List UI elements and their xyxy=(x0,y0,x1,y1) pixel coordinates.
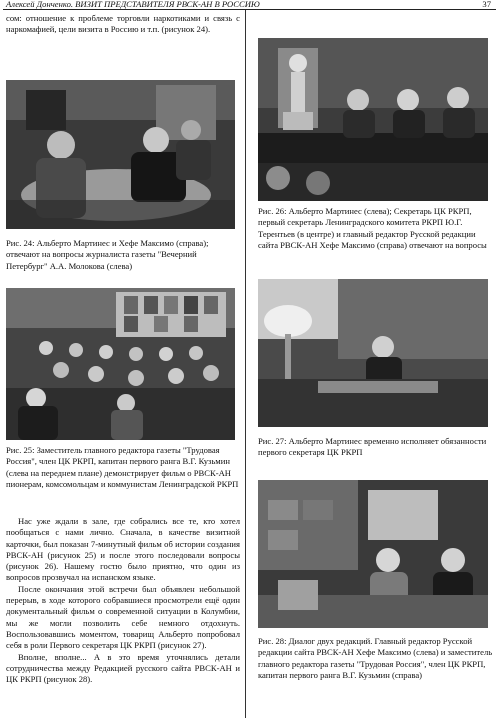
caption-fig28: Рис. 28: Диалог двух редакций. Главный редактор Русской редакции сайта РВСК-АН Хефе Максимо (слева) и заместитель главного редактора газеты "Трудовая Россия", член ЦК РКРП, капитан первого ранга В.Г. Кузьмин (справа) xyxy=(258,636,493,680)
caption-fig26: Рис. 26: Альберто Мартинес (слева); Секретарь ЦК РКРП, первый секретарь Ленинградского комитета РКРП Ю.Г. Терентьев (в центре) и главный редактор Русской редакции сайта РВСК-АН Хефе Максимо (справа) отвечают на вопросы xyxy=(258,206,487,250)
caption-fig25: Рис. 25: Заместитель главного редактора газеты "Трудовая Россия", член ЦК РКРП, капитан первого ранга В.Г. Кузьмин (слева на переднем плане) демонстрирует фильм о РВСК-АН пионерам, комсомольцам и коммунистам Ленинградской РКРП xyxy=(6,445,239,489)
body-text xyxy=(6,516,240,685)
running-title: Алексей Донченко. ВИЗИТ ПРЕДСТАВИТЕЛЯ РВСК-АН В РОССИЮ xyxy=(6,0,260,9)
photo-fig27 xyxy=(258,279,488,427)
intro-text: сом: отношение к проблеме торговли наркотиками и связь с наркомафией, цели визита в Россию и т.п. (рисунок 24). xyxy=(6,13,240,35)
page-number: 37 xyxy=(482,0,491,9)
caption-fig27: Рис. 27: Альберто Мартинес временно исполняет обязанности первого секретаря ЦК РКРП xyxy=(258,436,487,458)
paragraph: Нас уже ждали в зале, где собрались все те, кто хотел пообщаться с нами лично. Сначала, в качестве визитной карточки, был показан 7-минутный фильм об истории создания РВСК-АН (рисунок 25) и после этого последовали вопросы (рисунок 26). Нашему гостю было приятно, что один из вопросов прозвучал на испанском языке. xyxy=(6,516,240,583)
header-rule xyxy=(3,9,496,10)
column-divider xyxy=(245,10,246,718)
photo-fig24 xyxy=(6,80,235,229)
paragraph: Вполне, вполне... А в это время уточнялись детали сотрудничества между Редакцией русского сайта РВСК-АН и ЦК РКРП (рисунок 28). xyxy=(6,651,240,685)
photo-fig25 xyxy=(6,288,235,440)
paragraph: После окончания этой встречи был объявлен небольшой перерыв, в ходе которого собравшиеся просмотрели ещё один документальный фильм о современной ситуации в Колумбии, мы же могли позволить себе немного отдохнуть. Воспользовавшись моментом, товарищ Альберто попробовал себя в роли Первого секретаря ЦК РКРП (рисунок 27). xyxy=(6,583,240,651)
photo-fig26 xyxy=(258,38,488,201)
photo-fig28 xyxy=(258,480,488,628)
caption-fig24: Рис. 24: Альберто Мартинес и Хефе Максимо (справа); отвечают на вопросы журналиста газеты "Вечерний Петербург" А.А. Молокова (слева) xyxy=(6,238,209,271)
